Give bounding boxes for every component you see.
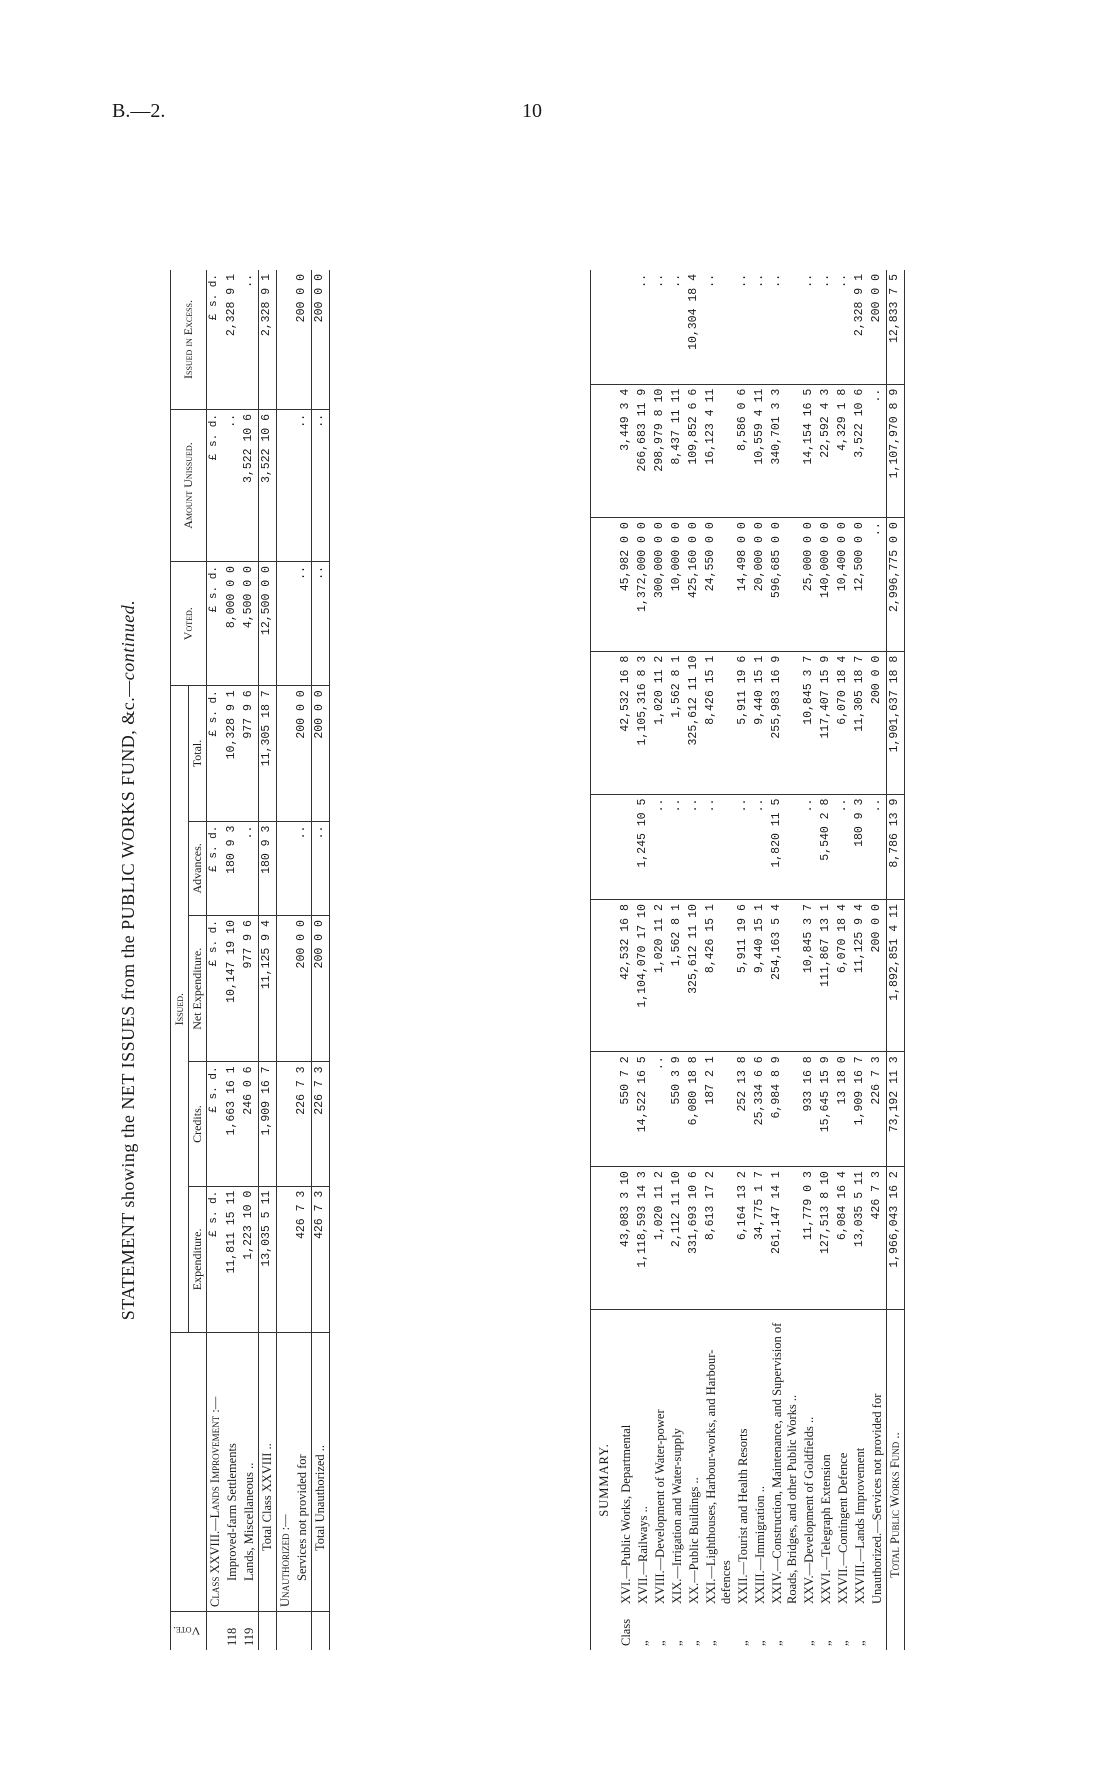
summary-cell-expenditure: 426 7 3 [869,1167,887,1310]
summary-cell-unissued: 3,522 10 6 [852,384,869,518]
summary-row [635,270,652,1650]
cell-credits: 226 7 3 [312,1062,330,1186]
summary-heading: SUMMARY. [597,1443,611,1517]
summary-cell-credits: .. [652,1052,669,1167]
cell-unissued: .. [224,409,241,561]
cell-total: 200 0 0 [294,686,312,821]
summary-cell-excess [618,270,635,384]
summary-cell-voted: 25,000 0 0 [801,518,818,652]
summary-cell-expenditure: 34,775 1 7 [752,1167,769,1310]
summary-cell-excess: .. [735,270,752,384]
summary-cell-advances: .. [735,794,752,900]
summary-cell-voted: 12,500 0 0 [852,518,869,652]
empty-vote [312,1612,330,1651]
summary-cell-expenditure: 261,147 14 1 [769,1167,801,1310]
cell-voted: 8,000 0 0 [224,562,241,686]
vote-number: 119 [242,1627,256,1646]
summary-cell-expenditure: 11,779 0 3 [801,1167,818,1310]
summary-cell-credits: 6,984 8 9 [769,1052,801,1167]
summary-cell-voted: 10,000 0 0 [669,518,686,652]
summary-cell-net: 6,070 18 4 [835,900,852,1052]
cell-net: 11,125 9 4 [259,916,277,1062]
expenditure-header: Expenditure. [189,1186,207,1332]
summary-cell-credits: 1,909 16 7 [852,1052,869,1167]
summary-cell-unissued: 266,683 11 9 [635,384,652,518]
summary-row [835,270,852,1650]
cell-excess: 2,328 9 1 [224,270,241,409]
table-row [224,270,241,1650]
lsd-excess: £ s. d. [207,270,225,409]
summary-cell-expenditure: 6,164 13 2 [735,1167,752,1310]
cell-voted: 4,500 0 0 [241,562,259,686]
summary-cell-expenditure: 127,513 8 10 [818,1167,835,1310]
summary-cell-advances: .. [686,794,703,900]
cell-total: 11,305 18 7 [259,686,277,821]
summary-cell-total: 42,532 16 8 [618,651,635,794]
summary-cell-voted: 20,000 0 0 [752,518,769,652]
summary-cell-advances: .. [801,794,818,900]
row-name: Lands, Miscellaneous .. [241,1333,259,1612]
total-unauthorized-row [312,270,330,1650]
summary-cell-voted: 300,000 0 0 [652,518,669,652]
summary-row [801,270,818,1650]
summary-prefix: „ [802,1640,816,1646]
summary-cell-net: 1,562 8 1 [669,900,686,1052]
summary-row [818,270,835,1650]
summary-cell-voted: 425,160 0 0 [686,518,703,652]
grand-total-unissued: 1,107,970 8 9 [887,384,905,518]
summary-cell-unissued: 8,586 0 6 [735,384,752,518]
summary-cell-advances: 180 9 3 [852,794,869,900]
cell-credits: 1,663 16 1 [224,1062,241,1186]
summary-cell-total: 117,407 15 9 [818,651,835,794]
summary-prefix: Class [619,1618,633,1646]
header-row-1 [171,270,189,1650]
rotated-statement [110,140,1010,1680]
summary-cell-expenditure: 8,613 17 2 [703,1167,735,1310]
summary-cell-net: 11,125 9 4 [852,900,869,1052]
summary-cell-voted: 10,400 0 0 [835,518,852,652]
cell-excess: 200 0 0 [294,270,312,409]
cell-excess: 200 0 0 [312,270,330,409]
summary-cell-expenditure: 2,112 11 10 [669,1167,686,1310]
summary-cell-advances: .. [869,794,887,900]
grand-total-net: 1,892,851 4 11 [887,900,905,1052]
lsd-exp: £ s. d. [207,1186,225,1332]
summary-cell-advances: 1,245 10 5 [635,794,652,900]
summary-cell-total: 1,020 11 2 [652,651,669,794]
cell-unissued: .. [312,409,330,561]
empty-vote [259,1612,277,1651]
cell-voted: .. [294,562,312,686]
lsd-cred: £ s. d. [207,1062,225,1186]
vote-number: 118 [225,1627,239,1646]
summary-cell-total: 10,845 3 7 [801,651,818,794]
summary-cell-excess: 10,304 18 4 [686,270,703,384]
summary-name: XXI.—Lighthouses, Harbour-works, and Harbour-defences [704,1349,733,1604]
cell-credits: 246 0 6 [241,1062,259,1186]
summary-cell-voted: .. [869,518,887,652]
row-name: Total Unauthorized .. [312,1333,330,1612]
summary-name: Unauthorized.—Services not provided for [870,1393,884,1604]
advances-header: Advances. [189,821,207,916]
summary-prefix: „ [853,1640,867,1646]
summary-cell-unissued: 298,979 8 10 [652,384,669,518]
empty-prefix [887,1608,905,1650]
summary-prefix: „ [636,1640,650,1646]
summary-name: XXIII.—Immigration .. [753,1485,767,1604]
summary-cell-unissued: 8,437 11 11 [669,384,686,518]
lsd-row [207,270,225,1650]
cell-net: 977 9 6 [241,916,259,1062]
issued-header: Issued. [171,686,189,1333]
summary-cell-total: 200 0 0 [869,651,887,794]
summary-cell-credits: 13 18 0 [835,1052,852,1167]
total-class-row [259,270,277,1650]
summary-name: XXVII.—Contingent Defence [836,1452,850,1604]
summary-cell-voted: 24,550 0 0 [703,518,735,652]
summary-prefix: „ [753,1640,767,1646]
summary-cell-excess: .. [703,270,735,384]
summary-cell-total: 11,305 18 7 [852,651,869,794]
unauthorized-heading-row [277,270,295,1650]
summary-cell-total: 1,105,316 8 3 [635,651,652,794]
page-number: 10 [522,100,542,122]
summary-cell-expenditure: 43,083 3 10 [618,1167,635,1310]
row-name: Improved-farm Settlements [224,1333,241,1612]
summary-cell-unissued: 14,154 16 5 [801,384,818,518]
grand-total-advances: 8,786 13 9 [887,794,905,900]
summary-prefix: „ [670,1640,684,1646]
summary-cell-net: 42,532 16 8 [618,900,635,1052]
table-row [294,270,312,1650]
page-reference: B.—2. [112,100,166,122]
summary-cell-credits: 187 2 1 [703,1052,735,1167]
cell-total: 10,328 9 1 [224,686,241,821]
grand-total-label: Total Public Works Fund .. [888,1432,902,1578]
summary-cell-total: 255,983 16 9 [769,651,801,794]
summary-cell-credits: 226 7 3 [869,1052,887,1167]
statement-title [118,270,139,1650]
summary-row [686,270,703,1650]
excess-header: Issued in Excess. [171,270,207,409]
summary-cell-net: 9,440 15 1 [752,900,769,1052]
summary-cell-advances: .. [669,794,686,900]
summary-name: XXIV.—Construction, Maintenance, and Supervision of Roads, Bridges, and other Public Works .. [770,1322,799,1604]
summary-cell-excess: .. [769,270,801,384]
summary-cell-net: 254,163 5 4 [769,900,801,1052]
summary-cell-excess: 200 0 0 [869,270,887,384]
summary-name: XXII.—Tourist and Health Resorts [736,1428,750,1604]
summary-row [652,270,669,1650]
summary-cell-credits: 933 16 8 [801,1052,818,1167]
summary-prefix: „ [736,1640,750,1646]
cell-total: 200 0 0 [312,686,330,821]
summary-cell-excess: .. [752,270,769,384]
summary-cell-unissued: 3,449 3 4 [618,384,635,518]
cell-expenditure: 426 7 3 [294,1186,312,1332]
summary-cell-credits: 6,080 18 8 [686,1052,703,1167]
cell-advances: .. [294,821,312,916]
summary-cell-excess: .. [818,270,835,384]
cell-voted: .. [312,562,330,686]
cell-advances: 180 9 3 [224,821,241,916]
unauthorized-heading: Unauthorized :— [277,1333,295,1612]
summary-cell-total: 9,440 15 1 [752,651,769,794]
cell-unissued: 3,522 10 6 [259,409,277,561]
row-name: Total Class XXVIII .. [259,1333,277,1612]
summary-cell-total: 5,911 19 6 [735,651,752,794]
summary-cell-voted: 14,498 0 0 [735,518,752,652]
summary-cell-total: 1,562 8 1 [669,651,686,794]
cell-advances: 180 9 3 [259,821,277,916]
summary-cell-advances: 1,820 11 5 [769,794,801,900]
summary-cell-credits: 252 13 8 [735,1052,752,1167]
grand-total-total: 1,901,637 18 8 [887,651,905,794]
cell-unissued: .. [294,409,312,561]
summary-cell-net: 325,612 11 10 [686,900,703,1052]
summary-cell-net: 8,426 15 1 [703,900,735,1052]
cell-expenditure: 11,811 15 11 [224,1186,241,1332]
summary-row [769,270,801,1650]
summary-heading-row [591,270,619,1650]
summary-cell-credits: 15,645 15 9 [818,1052,835,1167]
lsd-net: £ s. d. [207,916,225,1062]
summary-row [852,270,869,1650]
summary-cell-credits: 14,522 16 5 [635,1052,652,1167]
summary-cell-unissued: 4,329 1 8 [835,384,852,518]
summary-cell-advances: .. [835,794,852,900]
summary-name: XX.—Public Buildings .. [687,1477,701,1604]
summary-cell-net: 200 0 0 [869,900,887,1052]
summary-cell-net: 1,104,070 17 10 [635,900,652,1052]
class-heading: Class XXVIII.—Lands Improvement :— [207,1333,225,1612]
grand-total-voted: 2,996,775 0 0 [887,518,905,652]
grand-total-credits: 73,192 11 3 [887,1052,905,1167]
lsd-adv: £ s. d. [207,821,225,916]
summary-table [590,270,905,1650]
summary-cell-credits: 550 3 9 [669,1052,686,1167]
cell-advances: .. [241,821,259,916]
summary-row [618,270,635,1650]
summary-cell-voted: 140,000 0 0 [818,518,835,652]
summary-cell-total: 325,612 11 10 [686,651,703,794]
summary-prefix [869,1608,887,1650]
cell-expenditure: 1,223 10 0 [241,1186,259,1332]
summary-cell-advances: .. [752,794,769,900]
summary-cell-excess: .. [669,270,686,384]
summary-cell-net: 1,020 11 2 [652,900,669,1052]
cell-credits: 226 7 3 [294,1062,312,1186]
summary-row [735,270,752,1650]
summary-cell-expenditure: 13,035 5 11 [852,1167,869,1310]
unissued-header: Amount Unissued. [171,409,207,561]
summary-prefix: „ [836,1640,850,1646]
summary-cell-excess: .. [652,270,669,384]
cell-unissued: 3,522 10 6 [241,409,259,561]
summary-cell-advances: 5,540 2 8 [818,794,835,900]
summary-cell-total: 6,070 18 4 [835,651,852,794]
summary-cell-expenditure: 1,020 11 2 [652,1167,669,1310]
summary-row [669,270,686,1650]
empty-vote [294,1612,312,1651]
grand-total-excess: 12,833 7 5 [887,270,905,384]
summary-cell-unissued: 109,852 6 6 [686,384,703,518]
cell-credits: 1,909 16 7 [259,1062,277,1186]
cell-net: 10,147 19 10 [224,916,241,1062]
cell-advances: .. [312,821,330,916]
summary-cell-expenditure: 6,084 16 4 [835,1167,852,1310]
summary-name: XVII.—Railways .. [636,1506,650,1604]
summary-cell-net: 5,911 19 6 [735,900,752,1052]
summary-cell-total: 8,426 15 1 [703,651,735,794]
summary-cell-excess: 2,328 9 1 [852,270,869,384]
summary-cell-credits: 550 7 2 [618,1052,635,1167]
lsd-vote [207,1612,225,1651]
cell-expenditure: 13,035 5 11 [259,1186,277,1332]
summary-cell-expenditure: 1,118,593 14 3 [635,1167,652,1310]
summary-cell-unissued: 16,123 4 11 [703,384,735,518]
description-header [171,1333,207,1612]
summary-cell-net: 10,845 3 7 [801,900,818,1052]
summary-cell-voted: 1,372,000 0 0 [635,518,652,652]
grand-total-row [887,270,905,1650]
summary-cell-voted: 596,685 0 0 [769,518,801,652]
summary-prefix: „ [770,1640,784,1646]
summary-cell-excess: .. [635,270,652,384]
summary-cell-unissued: .. [869,384,887,518]
lsd-total: £ s. d. [207,686,225,821]
summary-cell-voted: 45,982 0 0 [618,518,635,652]
credits-header: Credits. [189,1062,207,1186]
cell-excess: .. [241,270,259,409]
vote-header: Vote. [172,1624,201,1639]
title-text: STATEMENT showing the NET ISSUES from the PUBLIC WORKS FUND, &c. [118,696,138,1321]
summary-cell-advances [618,794,635,900]
summary-cell-credits: 25,334 6 6 [752,1052,769,1167]
summary-cell-unissued: 22,592 4 3 [818,384,835,518]
summary-name: XXV.—Development of Goldfields .. [802,1416,816,1604]
summary-name: XXVIII.—Lands Improvement [853,1447,867,1604]
summary-row [703,270,735,1650]
summary-name: XVI.—Public Works, Departmental [619,1424,633,1604]
lsd-unissued: £ s. d. [207,409,225,561]
summary-cell-unissued: 10,559 4 11 [752,384,769,518]
summary-cell-advances: .. [703,794,735,900]
summary-cell-advances: .. [652,794,669,900]
summary-cell-unissued: 340,701 3 3 [769,384,801,518]
cell-excess: 2,328 9 1 [259,270,277,409]
summary-row [869,270,887,1650]
title-suffix: —continued. [118,599,138,697]
lsd-voted: £ s. d. [207,562,225,686]
summary-cell-expenditure: 331,693 10 6 [686,1167,703,1310]
summary-name: XXVI.—Telegraph Extension [819,1454,833,1604]
summary-name: XIX.—Irrigation and Water-supply [670,1428,684,1604]
summary-cell-excess: .. [801,270,818,384]
cell-expenditure: 426 7 3 [312,1186,330,1332]
summary-name: XVIII.—Development of Water-power [653,1409,667,1604]
cell-total: 977 9 6 [241,686,259,821]
total-header: Total. [189,686,207,821]
cell-net: 200 0 0 [294,916,312,1062]
issues-table [170,270,330,1650]
summary-prefix: „ [653,1640,667,1646]
grand-total-expenditure: 1,966,043 16 2 [887,1167,905,1310]
cell-voted: 12,500 0 0 [259,562,277,686]
summary-row [752,270,769,1650]
summary-prefix: „ [687,1640,701,1646]
voted-header: Voted. [171,562,207,686]
cell-net: 200 0 0 [312,916,330,1062]
summary-prefix: „ [704,1640,718,1646]
summary-cell-net: 111,867 13 1 [818,900,835,1052]
summary-cell-excess: .. [835,270,852,384]
row-name: Services not provided for [294,1333,312,1612]
summary-prefix: „ [819,1640,833,1646]
net-expenditure-header: Net Expenditure. [189,916,207,1062]
table-row [241,270,259,1650]
empty-vote [277,1612,295,1651]
